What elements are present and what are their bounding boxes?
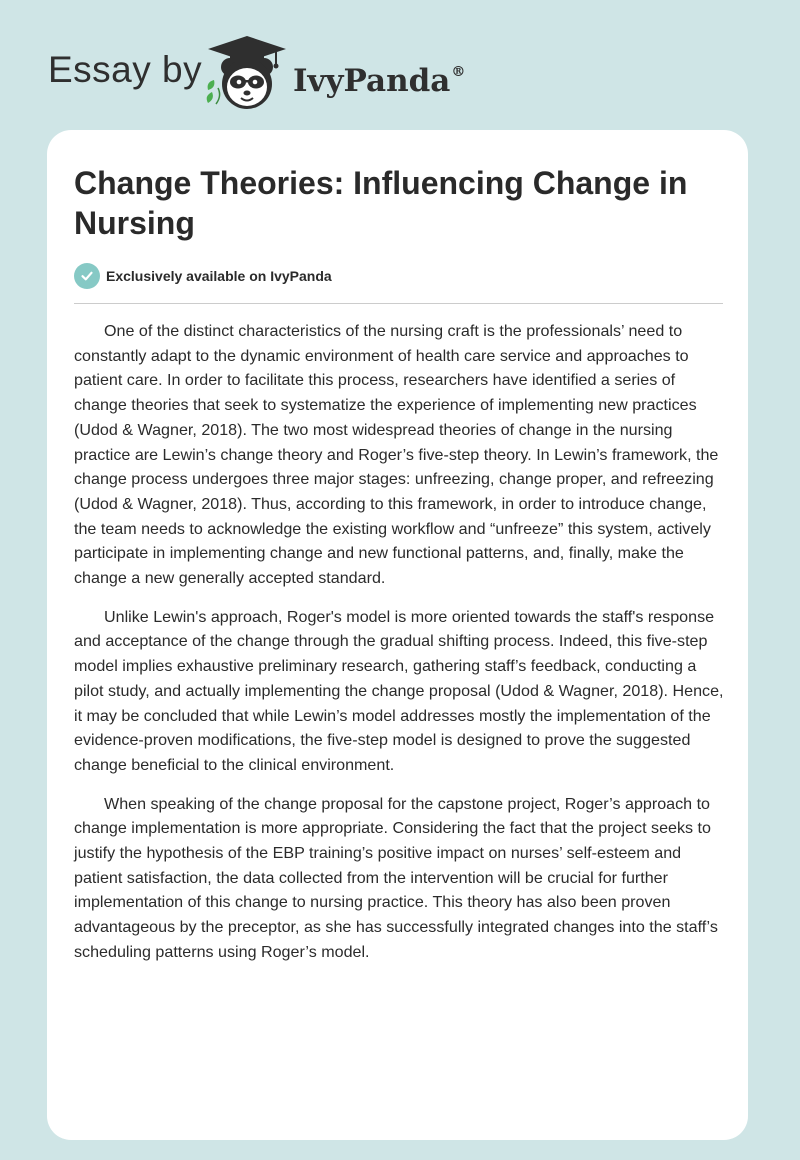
- exclusive-badge: [74, 263, 332, 289]
- essay-body: [74, 319, 729, 979]
- paragraph: One of the distinct characteristics of the nursing craft is the professionals’ need to constantly adapt to the dynamic environment of health care service and approaches to patient care. In order to facilitate this process, researchers have identified a series of change theories that seek to systematize the experience of implementing new practices (Udod & Wagner, 2018). The two most widespread theories of change in the nursing practice are Lewin’s change theory and Roger’s five-step theory. In Lewin’s framework, the change process undergoes three major stages: unfreezing, change proper, and refreezing (Udod & Wagner, 2018). Thus, according to this framework, in order to introduce change, the team needs to acknowledge the existing workflow and “unfreeze” this system, actively participate in implementing change and new functional patterns, and, finally, make the change a new generally accepted standard.: [74, 322, 719, 588]
- essay-by-label: Essay by: [48, 49, 203, 90]
- brand-label: IvyPanda: [293, 63, 451, 99]
- essay-card: [47, 130, 748, 1140]
- essay-title: Change Theories: Influencing Change in Nursing: [74, 165, 688, 241]
- checkmark-icon: [74, 263, 100, 289]
- badge-label: Exclusively available on IvyPanda: [106, 268, 332, 284]
- paragraph: Unlike Lewin's approach, Roger's model is more oriented towards the staff's response and acceptance of the change through the gradual shifting process. Indeed, this five-step model implies exhaustive preliminary research, gathering staff’s feedback, conducting a pilot study, and actually implementing the change proposal (Udod & Wagner, 2018). Hence, it may be concluded that while Lewin’s model addresses mostly the implementation of the evidence-proven modifications, the five-step model is designed to prove the suggested change beneficial to the clinical environment.: [74, 607, 724, 774]
- title-divider: [74, 303, 723, 304]
- registered-mark: ®: [451, 64, 466, 80]
- panda-logo-icon[interactable]: [200, 32, 292, 112]
- paragraph: When speaking of the change proposal for the capstone project, Roger’s approach to change implementation is more appropriate. Considering the fact that the project seeks to justify the hypothesis of the EBP training’s positive impact on nurses’ self-esteem and patient satisfaction, the data collected from the intervention will be crucial for further implementation of this change to nursing practice. This theory has also been proven advantageous by the preceptor, as she has successfully integrated changes into the staff’s scheduling patterns using Roger’s model.: [74, 794, 718, 961]
- brand-name[interactable]: [293, 52, 465, 101]
- site-header: [0, 0, 800, 125]
